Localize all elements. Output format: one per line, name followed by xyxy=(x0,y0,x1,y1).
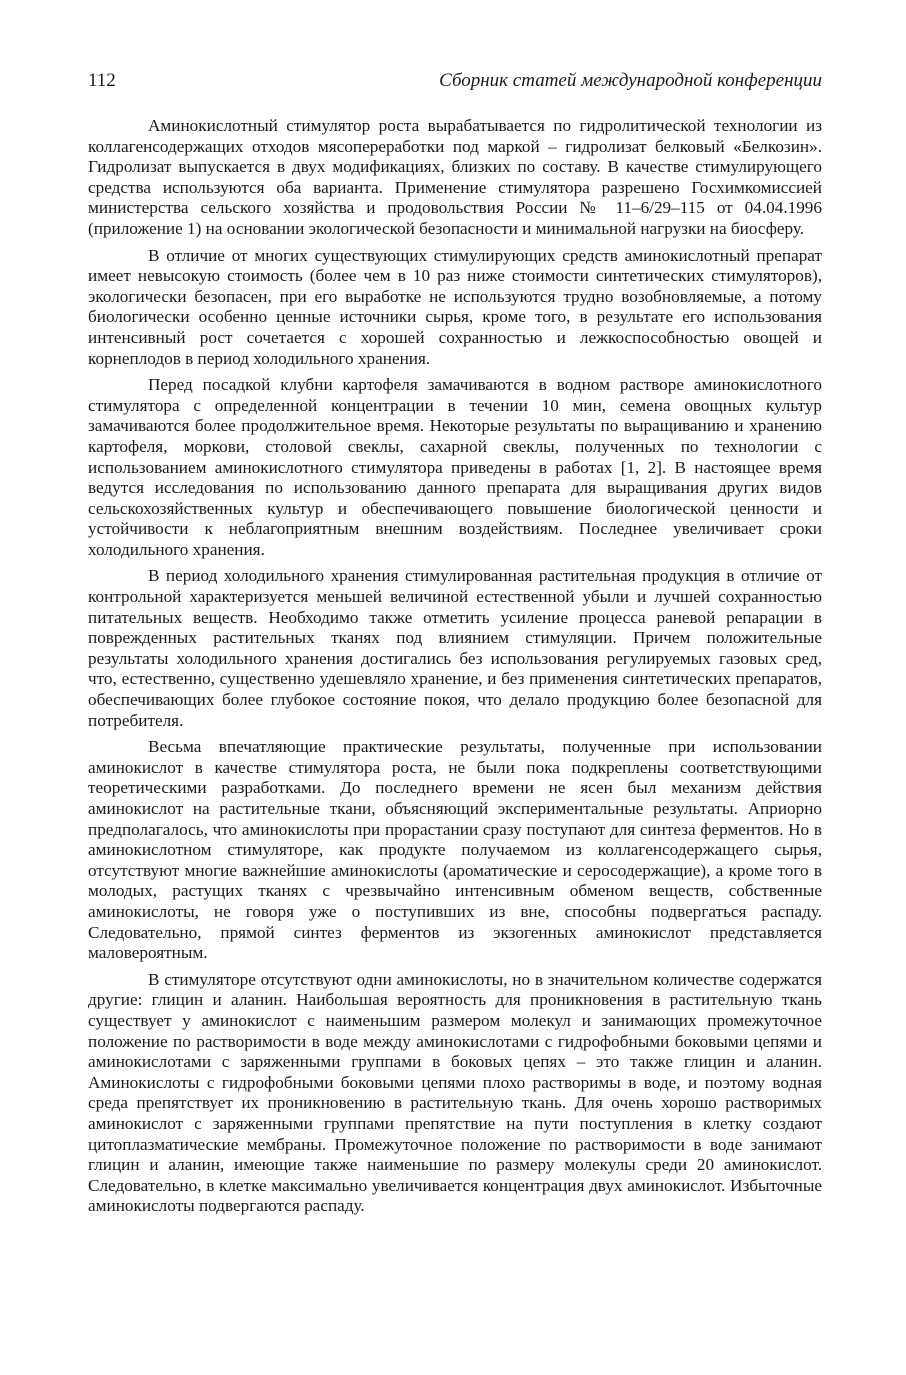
paragraph: В период холодильного хранения стимулированная растительная продукция в отличие от контрольной характеризуется меньшей величиной естественной убыли и лучшей сохранностью питательных веществ. Необходимо также отметить усиление процесса раневой репарации в поврежденных растительных тканях под влиянием стимуляции. Причем положительные результаты холодильного хранения достигались без использования регулируемых газовых сред, что, естественно, существенно удешевляло хранение, и без применения синтетических препаратов, обеспечивающих более глубокое состояние покоя, что делало продукцию более безопасной для потребителя. xyxy=(88,566,822,730)
document-page xyxy=(88,70,822,1217)
paragraph: В стимуляторе отсутствуют одни аминокислоты, но в значительном количестве содержатся другие: глицин и аланин. Наибольшая вероятность для проникновения в растительную ткань существует у аминокислот с наименьшим размером молекул и занимающих промежуточное положение по растворимости в воде между аминокислотами с гидрофобными боковыми цепями и аминокислотами с заряженными группами в боковых цепях – это также глицин и аланин. Аминокислоты с гидрофобными боковыми цепями плохо растворимы в воде, и поэтому водная среда препятствует их проникновению в растительную ткань. Для очень хорошо растворимых аминокислот с заряженными группами препятствие на пути поступления в клетку создают цитоплазматические мембраны. Промежуточное положение по растворимости в воде занимают глицин и аланин, имеющие также наименьшие по размеру молекулы среди 20 аминокислот. Следовательно, в клетке максимально увеличивается концентрация двух аминокислот. Избыточные аминокислоты подвергаются распаду. xyxy=(88,969,822,1216)
body-text xyxy=(88,116,822,1217)
running-header xyxy=(88,70,822,100)
page-number: 112 xyxy=(88,70,116,91)
paragraph: Весьма впечатляющие практические результаты, полученные при использовании аминокислот в качестве стимулятора роста, не были пока подкреплены соответствующими теоретическими разработками. До последнего времени не ясен был механизм действия аминокислот на растительные ткани, объясняющий экспериментальные результаты. Априорно предполагалось, что аминокислоты при прорастании сразу поступают для синтеза ферментов. Но в аминокислотном стимуляторе, как продукте получаемом из коллагенсодержащего сырья, отсутствуют многие важнейшие аминокислоты (ароматические и серосодержащие), а кроме того в молодых, растущих тканях с чрезвычайно интенсивным обменом веществ, собственные аминокислоты, не говоря уже о поступивших из вне, способны подвергаться распаду. Следовательно, прямой синтез ферментов из экзогенных аминокислот представляется маловероятным. xyxy=(88,737,822,963)
paragraph: Аминокислотный стимулятор роста вырабатывается по гидролитической технологии из коллагенсодержащих отходов мясопереработки под маркой – гидролизат белковый «Белкозин». Гидролизат выпускается в двух модификациях, близких по составу. В качестве стимулирующего средства используются оба варианта. Применение стимулятора разрешено Госхимкомиссией министерства сельского хозяйства и продовольствия России № 11–6/29–115 от 04.04.1996 (приложение 1) на основании экологической безопасности и минимальной нагрузки на биосферу. xyxy=(88,116,822,238)
paragraph: В отличие от многих существующих стимулирующих средств аминокислотный препарат имеет невысокую стоимость (более чем в 10 раз ниже стоимости синтетических стимуляторов), экологически безопасен, при его выработке не используются трудно возобновляемые, а потому биологически особенно ценные источники сырья, кроме того, в результате его использования интенсивный рост сочетается с хорошей сохранностью и лежкоспособностью овощей и корнеплодов в период холодильного хранения. xyxy=(88,245,822,368)
journal-title: Сборник статей международной конференции xyxy=(439,70,822,91)
paragraph: Перед посадкой клубни картофеля замачиваются в водном растворе аминокислотного стимулятора с определенной концентрации в течении 10 мин, семена овощных культур замачиваются более продолжительное время. Некоторые результаты по выращиванию и хранению картофеля, моркови, столовой свеклы, сахарной свеклы, полученных по технологии с использованием аминокислотного стимулятора приведены в работах [1, 2]. В настоящее время ведутся исследования по использованию данного препарата для выращивания других видов сельскохозяйственных культур и обеспечивающего повышение биологической ценности и устойчивости к неблагоприятным внешним воздействиям. Последнее увеличивает сроки холодильного хранения. xyxy=(88,375,822,559)
